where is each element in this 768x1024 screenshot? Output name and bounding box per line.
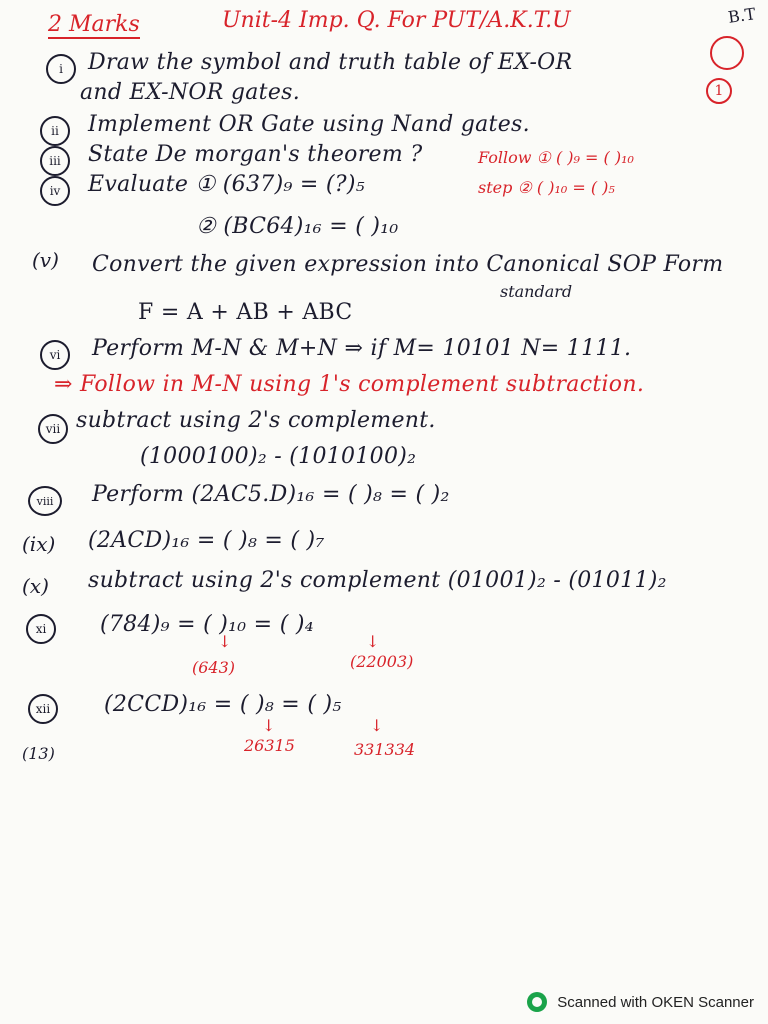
question-number-iv: iv xyxy=(40,176,70,206)
arrow-xi-2: ↓ xyxy=(366,632,380,651)
header-marks: 2 Marks xyxy=(48,12,140,37)
answer-xii-octal: 26315 xyxy=(244,736,295,755)
question-iv-line2: ② (BC64)₁₆ = ( )₁₀ xyxy=(196,214,399,239)
follow-step-1: Follow ① ( )₉ = ( )₁₀ xyxy=(478,148,634,167)
question-v-line1: Convert the given expression into Canonical SOP Form xyxy=(92,252,724,277)
scanner-logo-icon xyxy=(527,992,547,1012)
scanner-watermark xyxy=(527,992,754,1012)
question-vii-line2: (1000100)₂ - (1010100)₂ xyxy=(140,444,417,469)
question-number-i: i xyxy=(46,54,76,84)
question-i-line1: Draw the symbol and truth table of EX-OR xyxy=(88,50,573,75)
question-number-viii: viii xyxy=(28,486,62,516)
question-v-line2: F = A + AB + ABC xyxy=(138,300,353,325)
question-number-13: (13) xyxy=(22,744,55,763)
answer-xi-base4: (22003) xyxy=(350,652,414,671)
question-vi-line1: Perform M-N & M+N ⇒ if M= 10101 N= 1111. xyxy=(92,336,632,361)
question-xii-line1: (2CCD)₁₆ = ( )₈ = ( )₅ xyxy=(104,692,342,717)
question-viii-line1: Perform (2AC5.D)₁₆ = ( )₈ = ( )₂ xyxy=(92,482,450,507)
question-vii-line1: subtract using 2's complement. xyxy=(76,408,436,433)
corner-text: B.T xyxy=(727,4,758,27)
follow-step-2: step ② ( )₁₀ = ( )₅ xyxy=(478,178,615,197)
annotation-standard: standard xyxy=(500,282,573,301)
question-number-xi: xi xyxy=(26,614,56,644)
question-number-v: (v) xyxy=(32,248,59,272)
question-iii-line1: State De morgan's theorem ? xyxy=(88,142,423,167)
question-number-ix: (ix) xyxy=(22,532,56,556)
arrow-xi-1: ↓ xyxy=(218,632,232,651)
answer-xi-decimal: (643) xyxy=(192,658,236,677)
answer-xii-base5: 331334 xyxy=(354,740,416,759)
question-x-line1: subtract using 2's complement (01001)₂ - (01011)₂ xyxy=(88,568,667,593)
question-ix-line1: (2ACD)₁₆ = ( )₈ = ( )₇ xyxy=(88,528,325,553)
question-number-ii: ii xyxy=(40,116,70,146)
question-ii-line1: Implement OR Gate using Nand gates. xyxy=(88,112,530,137)
arrow-xii-1: ↓ xyxy=(262,716,276,735)
question-iv-line1: Evaluate ① (637)₉ = (?)₅ xyxy=(88,172,365,197)
scanner-text: Scanned with OKEN Scanner xyxy=(557,993,754,1011)
question-i-line2: and EX-NOR gates. xyxy=(80,80,301,105)
arrow-xii-2: ↓ xyxy=(370,716,384,735)
question-number-vii: vii xyxy=(38,414,68,444)
question-xi-line1: (784)₉ = ( )₁₀ = ( )₄ xyxy=(100,612,314,637)
question-number-xii: xii xyxy=(28,694,58,724)
question-number-iii: iii xyxy=(40,146,70,176)
header-title: Unit-4 Imp. Q. For PUT/A.K.T.U xyxy=(222,8,571,33)
question-number-vi: vi xyxy=(40,340,70,370)
follow-mn-note: ⇒ Follow in M-N using 1's complement subtraction. xyxy=(54,372,645,397)
corner-mark xyxy=(710,36,744,70)
corner-circle-1: 1 xyxy=(706,78,732,104)
question-number-x: (x) xyxy=(22,574,49,598)
